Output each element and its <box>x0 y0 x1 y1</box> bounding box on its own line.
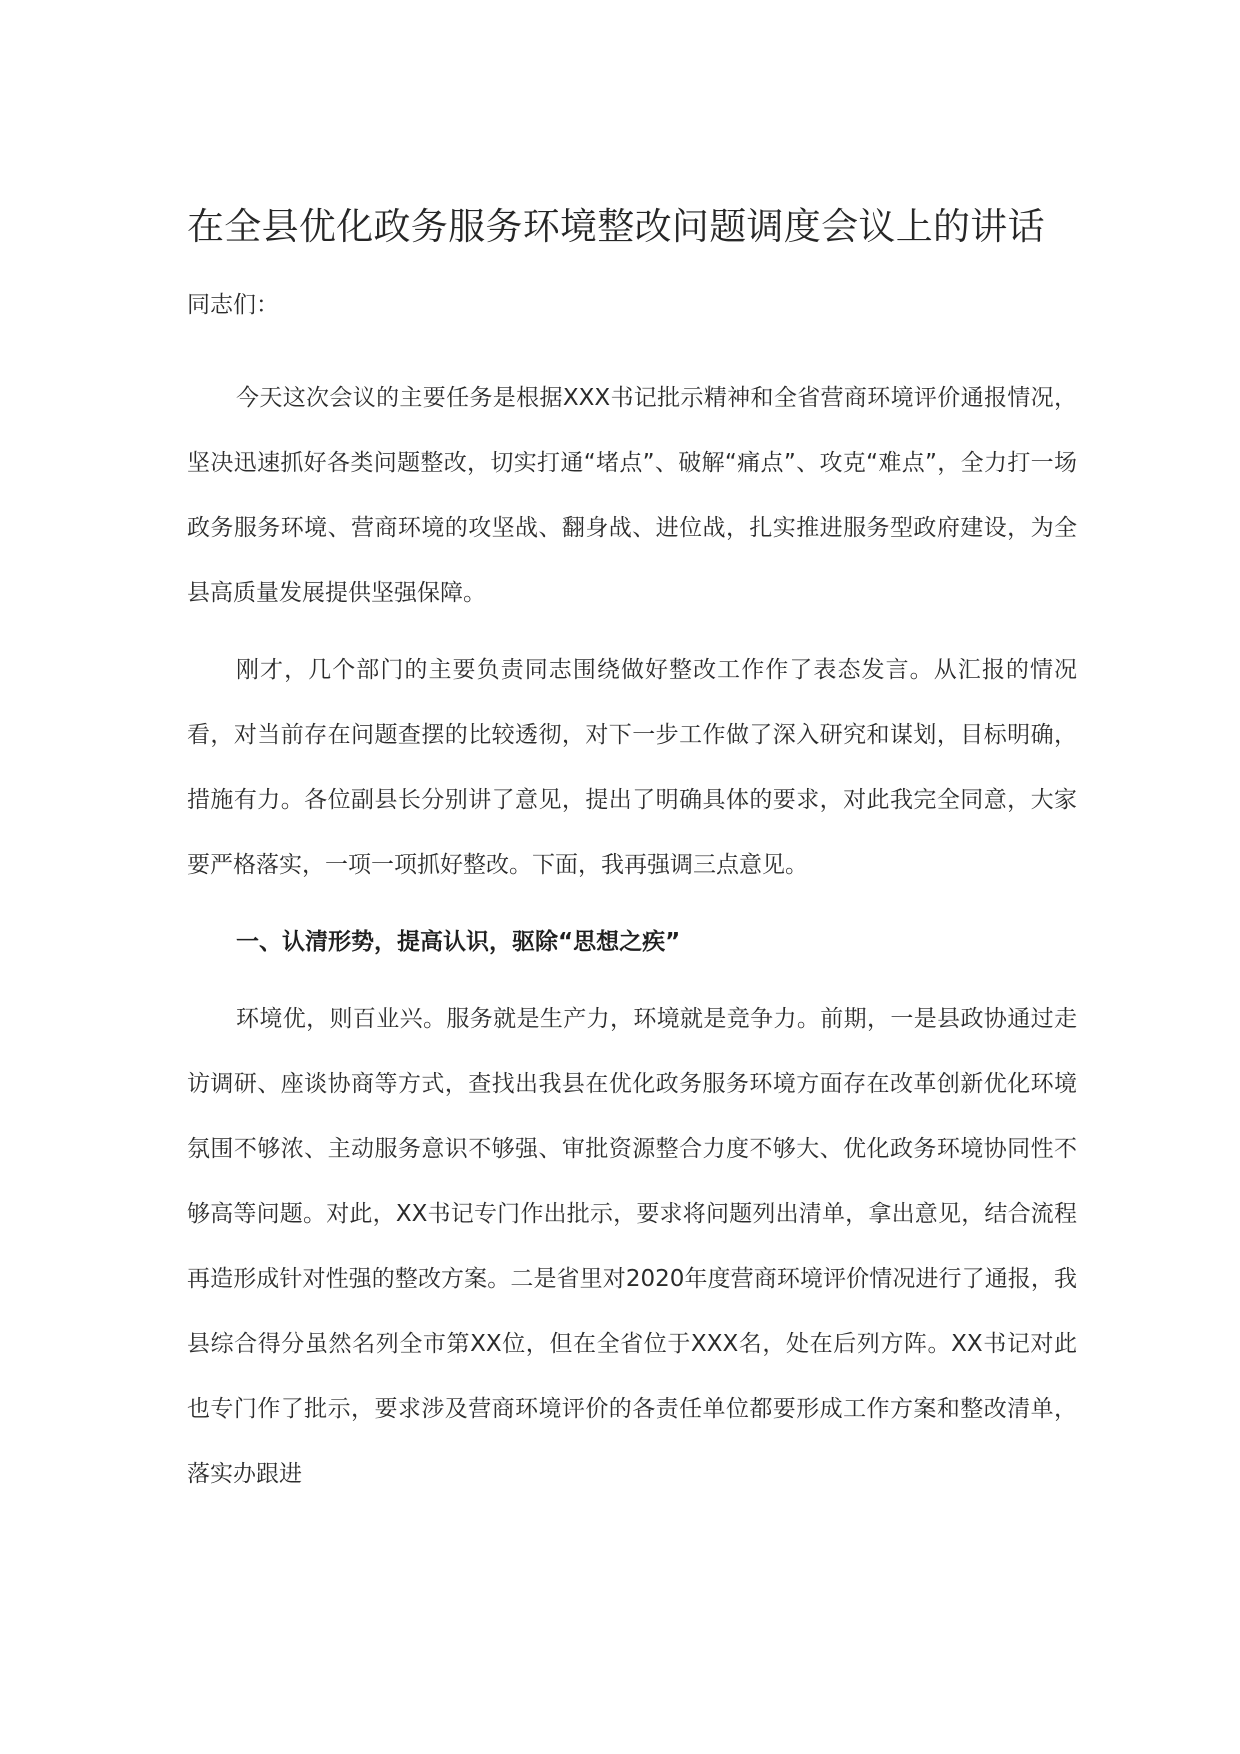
section-heading-1: 一、认清形势，提高认识，驱除“思想之疾” <box>236 929 681 955</box>
document-title: 在全县优化政务服务环境整改问题调度会议上的讲话 <box>187 205 1045 248</box>
paragraph-reports: 刚才，几个部门的主要负责同志围绕做好整改工作作了表态发言。从汇报的情况看，对当前存在问题查摆的比较透彻，对下一步工作做了深入研究和谋划，目标明确，措施有力。各位副县长分别讲了意见，提出了明确具体的要求，对此我完全同意，大家要严格落实，一项一项抓好整改。下面，我再强调三点意见。 <box>187 657 1077 878</box>
document-page <box>187 0 1077 1754</box>
salutation: 同志们： <box>187 292 279 318</box>
paragraph-environment: 环境优，则百业兴。服务就是生产力，环境就是竞争力。前期，一是县政协通过走访调研、座谈协商等方式，查找出我县在优化政务服务环境方面存在改革创新优化环境氛围不够浓、主动服务意识不够强、审批资源整合力度不够大、优化政务环境协同性不够高等问题。对此，XX书记专门作出批示，要求将问题列出清单，拿出意见，结合流程再造形成针对性强的整改方案。二是省里对2020年度营商环境评价情况进行了通报，我县综合得分虽然名列全市第XX位，但在全省位于XXX名，处在后列方阵。XX书记对此也专门作了批示，要求涉及营商环境评价的各责任单位都要形成工作方案和整改清单，落实办跟进 <box>187 1006 1077 1487</box>
paragraph-intro: 今天这次会议的主要任务是根据XXX书记批示精神和全省营商环境评价通报情况，坚决迅速抓好各类问题整改，切实打通“堵点”、破解“痛点”、攻克“难点”，全力打一场政务服务环境、营商环境的攻坚战、翻身战、进位战，扎实推进服务型政府建设，为全县高质量发展提供坚强保障。 <box>187 385 1077 606</box>
document-body <box>187 366 1077 1507</box>
